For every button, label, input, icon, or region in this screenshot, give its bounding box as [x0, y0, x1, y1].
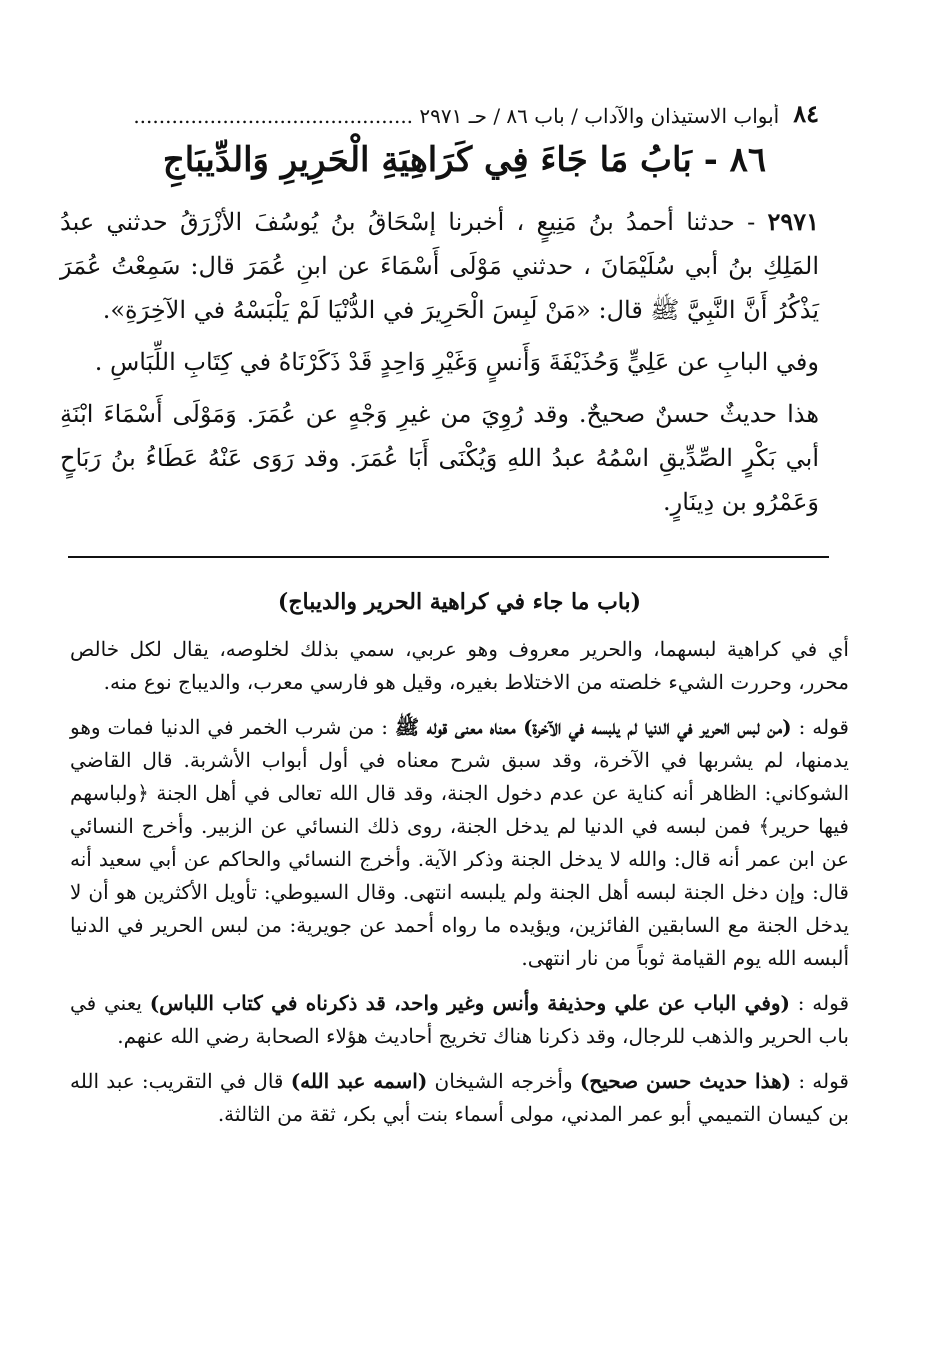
- commentary-paragraph-2: [70, 711, 849, 975]
- hadith-block: [60, 200, 819, 532]
- commentary-block: [70, 586, 849, 1143]
- commentary-quote: (من لبس الحرير في الدنيا لم يلبسه في الآخرة) معناه معنى قوله ﷺ: [395, 715, 792, 739]
- commentary-quote: (هذا حديث حسن صحيح): [579, 1069, 792, 1093]
- section-divider: [68, 556, 829, 558]
- commentary-quote: (وفي الباب عن علي وحذيفة وأنس وغير واحد، قد ذكرناه في كتاب اللباس): [149, 991, 791, 1015]
- commentary-text: يعني في باب الحرير والذهب للرجال، وقد ذكرنا هناك تخريج أحاديث هؤلاء الصحابة رضي الله عنهم.: [70, 991, 849, 1048]
- running-header: [60, 88, 819, 128]
- commentary-text: : من شرب الخمر في الدنيا فمات وهو يدمنها، لم يشربها في الآخرة، وقد سبق شرح معناه في أول أبواب الأشربة. قال القاضي الشوكاني: الظاهر أنه كناية عن عدم دخول الجنة، وقد قال الله تعالى في أهل الجنة ﴿ولباسهم فيها حرير﴾ فمن لبسه في الدنيا لم يدخل الجنة، روى ذلك النسائي عن الزبير. وأخرج النسائي عن ابن عمر أنه قال: والله لا يدخل الجنة وذكر الآية. وأخرج النسائي والحاكم عن أبي سعيد أنه قال: وإن دخل الجنة لبسه أهل الجنة ولم يلبسه انتهى. وقال السيوطي: تأويل الأكثرين هو أن لا يدخل الجنة مع السابقين الفائزين، ويؤيده ما رواه أحمد عن جويرية: من لبس الحرير في الدنيا ألبسه الله يوم القيامة ثوباً من نار انتهى.: [70, 715, 849, 970]
- commentary-lead: قوله :: [790, 991, 850, 1015]
- commentary-paragraph-1: أي في كراهية لبسهما، والحرير معروف وهو عربي، سمي بذلك لخلوصه، يقال لكل خالص محرر، وحررت الشيء خلصته من الاختلاط بغيره، وقيل هو فارسي معرب، والديباج نوع منه.: [70, 637, 849, 694]
- chapter-title: ٨٦ - بَابُ مَا جَاءَ فِي كَرَاهِيَةِ الْحَرِيرِ وَالدِّيبَاجِ: [162, 140, 767, 180]
- commentary-lead: قوله :: [791, 1069, 849, 1093]
- leader-dots: ............................................: [133, 104, 414, 128]
- commentary-paragraph-3: [70, 987, 849, 1053]
- commentary-text: قال في التقريب: عبد الله بن كيسان التميمي أبو عمر المدني، مولى أسماء بنت أبي بكر، ثقة من الثالثة.: [70, 1069, 849, 1126]
- hadith-paragraph-2: وفي البابِ عن عَلِيٍّ وَحُذَيْفَةَ وَأَنسٍ وَغَيْرِ وَاحِدٍ قَدْ ذَكَرْنَاهُ في كِتَابِ اللِّبَاسِ .: [94, 348, 819, 376]
- commentary-text: وأخرجه الشيخان: [427, 1069, 580, 1093]
- page-number: ٨٤: [793, 99, 819, 128]
- running-title-text: أبواب الاستيذان والآداب / باب ٨٦ / حـ ٢٩٧١: [419, 104, 780, 128]
- commentary-quote: (اسمه عبد الله): [290, 1069, 428, 1093]
- running-title: [60, 104, 779, 128]
- commentary-title: (باب ما جاء في كراهية الحرير والديباج): [277, 589, 642, 615]
- hadith-text: - حدثنا أحمدُ بنُ مَنِيعٍ ، أخبرنا إسْحَاقُ بنُ يُوسُفَ الأزْرَقُ حدثني عبدُ المَلِكِ بنُ أبي سُلَيْمَانَ ، حدثني مَوْلَى أَسْمَاءَ عن ابنِ عُمَرَ قال: سَمِعْتُ عُمَرَ يَذْكُرُ أَنَّ النَّبِيَّ ﷺ قال: «مَنْ لَبِسَ الْحَرِيرَ في الدُّنْيَا لَمْ يَلْبَسْهُ في الآخِرَةِ».: [60, 208, 819, 324]
- commentary-lead: قوله :: [791, 715, 849, 739]
- hadith-number: ٢٩٧١: [767, 207, 819, 236]
- commentary-paragraph-4: [70, 1065, 849, 1131]
- hadith-paragraph: [60, 200, 819, 332]
- hadith-paragraph-3: هذا حديثٌ حسنٌ صحيحٌ. وقد رُوِيَ من غيرِ وَجْهٍ عن عُمَرَ. وَمَوْلَى أَسْمَاءَ ابْنَةِ أبي بَكْرٍ الصِّدِّيقِ اسْمُهُ عبدُ اللهِ وَيُكْنَى أَبَا عُمَرَ. وقد رَوَى عَنْهُ عَطَاءُ بنُ رَبَاحٍ وَعَمْرُو بن دِينَارٍ.: [60, 400, 819, 516]
